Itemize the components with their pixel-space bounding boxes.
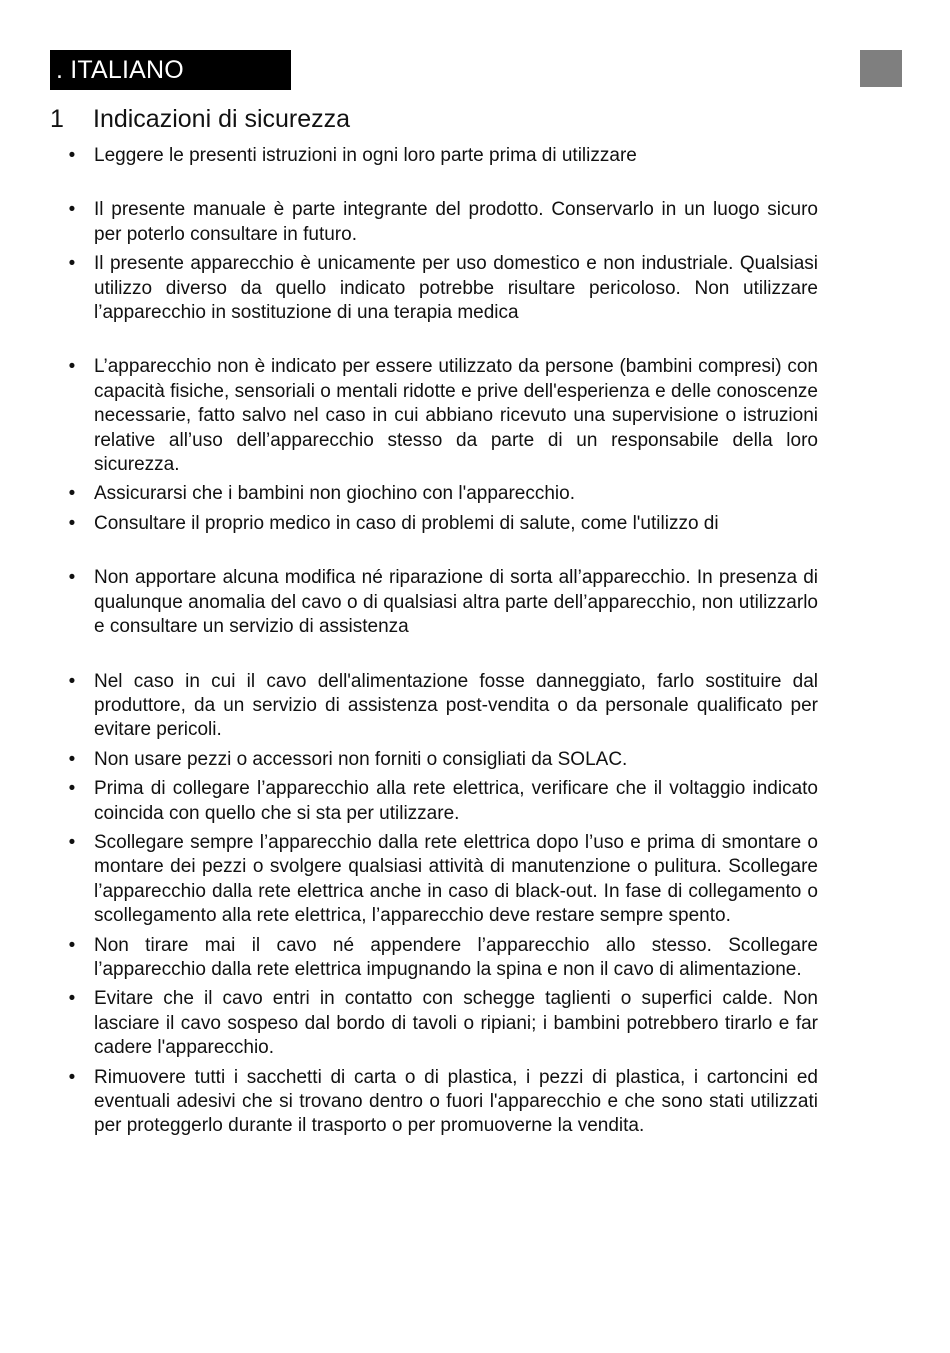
bullet-icon: • (68, 145, 76, 166)
list-item (66, 566, 818, 639)
bullet-icon: • (68, 831, 76, 853)
list-item (66, 934, 818, 983)
list-item-text: L’apparecchio non è indicato per essere utilizzato da persone (bambini compresi) con capacità fisiche, sensoriali o mentali ridotte e prive dell'esperienza e delle conoscenze necessarie, fatto salvo nel caso in cui abbiano ricevuto una supervisione o istruzioni relative all’uso dell’apparecchio stesso da parte di un responsabile della loro sicurezza. (94, 356, 818, 476)
bullet-icon: • (68, 253, 76, 275)
bullet-icon: • (68, 748, 76, 770)
list-item-text: Rimuovere tutti i sacchetti di carta o di plastica, i pezzi di plastica, i cartoncini ed eventuali adesivi che si trovano dentro o fuori l'apparecchio e che sono stati utilizzati per proteggerlo durante il trasporto o per promuoverne la vendita. (94, 1066, 818, 1137)
bullet-icon: • (68, 670, 76, 692)
section-tab-marker (860, 50, 902, 87)
list-item-text: Il presente apparecchio è unicamente per uso domestico e non industriale. Qualsiasi utilizzo diverso da quello indicato potrebbe risultare pericoloso. Non utilizzare l’apparecchio in sostituzione di una terapia medica (94, 253, 818, 324)
list-item (66, 777, 818, 826)
list-item-text: Non tirare mai il cavo né appendere l’apparecchio allo stesso. Scollegare l’apparecchio dalla rete elettrica impugnando la spina e non il cavo di alimentazione. (94, 934, 818, 980)
list-item-text: Scollegare sempre l’apparecchio dalla rete elettrica dopo l’uso e prima di smontare o montare dei pezzi o svolgere qualsiasi attività di manutenzione o pulitura. Scollegare l’apparecchio dalla rete elettrica anche in caso di black-out. In fase di collegamento o scollegamento alla rete elettrica, l’apparecchio deve restare sempre spento. (94, 831, 818, 927)
list-item-text: Il presente manuale è parte integrante del prodotto. Conservarlo in un luogo sicuro per poterlo consultare in futuro. (94, 199, 818, 245)
list-item (66, 748, 818, 772)
bullet-icon: • (68, 1066, 76, 1088)
list-item (66, 831, 818, 929)
bullet-icon: • (68, 483, 76, 505)
bullet-icon: • (68, 512, 76, 534)
list-item-text: Non apportare alcuna modifica né riparazione di sorta all’apparecchio. In presenza di qualunque anomalia del cavo o di qualsiasi altra parte dell’apparecchio, non utilizzarlo e consultare un servizio di assistenza (94, 567, 818, 638)
list-item (66, 987, 818, 1060)
section-number: 1 (50, 105, 64, 133)
list-item-text: Non usare pezzi o accessori non forniti o consigliati da SOLAC. (94, 748, 628, 770)
safety-instructions-list (66, 144, 818, 1144)
language-label: . ITALIANO (56, 56, 184, 84)
list-item (66, 198, 818, 247)
list-item-text: Evitare che il cavo entri in contatto con schegge taglienti o superfici calde. Non lasciare il cavo sospeso dal bordo di tavoli o ripiani; i bambini potrebbero tirarlo e far cadere l'apparecchio. (94, 988, 818, 1059)
bullet-icon: • (68, 199, 76, 221)
list-item-text: Leggere le presenti istruzioni in ogni loro parte prima di utilizzare (94, 145, 637, 166)
list-item-text: Consultare il proprio medico in caso di problemi di salute, come l'utilizzo di (94, 512, 719, 534)
bullet-icon: • (68, 356, 76, 378)
list-item (66, 670, 818, 743)
section-title: Indicazioni di sicurezza (93, 105, 351, 133)
language-banner (50, 50, 291, 90)
list-item (66, 1066, 818, 1139)
list-item-text: Prima di collegare l’apparecchio alla rete elettrica, verificare che il voltaggio indicato coincida con quello che si sta per utilizzare. (94, 778, 818, 824)
list-item-text: Nel caso in cui il cavo dell'alimentazione fosse danneggiato, farlo sostituire dal produttore, da un servizio di assistenza post-vendita o da personale qualificato per evitare pericoli. (94, 670, 818, 741)
list-item (66, 512, 818, 536)
list-item (66, 482, 818, 506)
bullet-icon: • (68, 934, 76, 956)
bullet-icon: • (68, 988, 76, 1010)
section-heading (50, 102, 350, 136)
list-item (66, 355, 818, 477)
list-item (66, 252, 818, 325)
bullet-icon: • (68, 778, 76, 800)
bullet-icon: • (68, 567, 76, 589)
list-item-text: Assicurarsi che i bambini non giochino con l'apparecchio. (94, 483, 576, 505)
list-item (66, 144, 818, 168)
